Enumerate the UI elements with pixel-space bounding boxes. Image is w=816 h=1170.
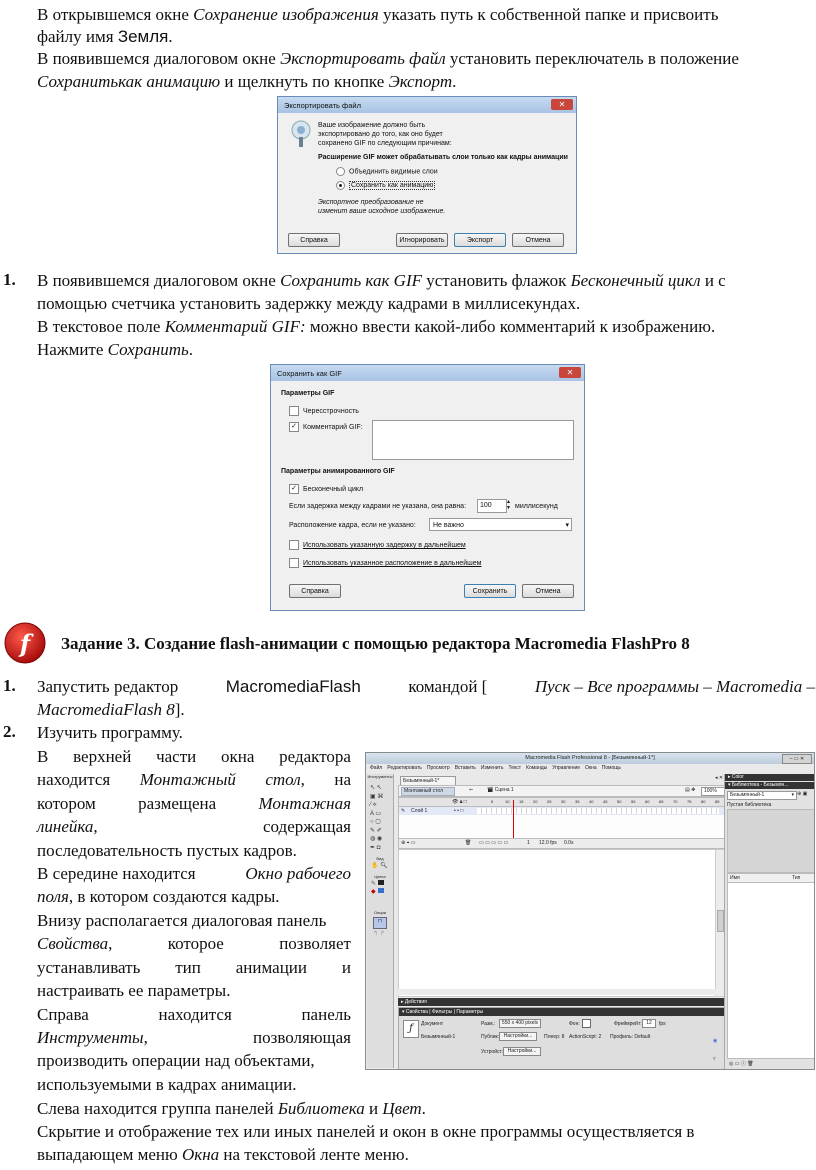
ruler-tick-label: 80 (701, 799, 706, 804)
color-panel-header[interactable]: ▸ Color (725, 774, 815, 781)
step2-para-line: устанавливать тип анимации и (37, 958, 351, 977)
ruler-tick-label: 75 (687, 799, 692, 804)
export-dialog-titlebar (278, 97, 576, 113)
fps-input[interactable]: 12 (642, 1019, 656, 1028)
step2-para-line: линейка, содержащая (37, 817, 351, 836)
step2-para-line: В верхней части окна редактора (37, 747, 351, 766)
gif-section-title: Параметры GIF (281, 390, 335, 397)
timeline-header (399, 798, 725, 807)
background-color-swatch[interactable] (582, 1019, 591, 1028)
smooth-icon[interactable]: ↰ ↱ (373, 931, 385, 937)
scene-label: 🎬︎ Сцена 1 (487, 787, 514, 793)
library-empty-label: Пустая библиотека (727, 802, 772, 808)
back-arrow-icon[interactable]: ⇐ (469, 787, 474, 793)
prop-doc-label: Документ (421, 1021, 444, 1027)
intro-line-3: В появившемся диалоговом окне Экспортировать файл установить переключатель в положение (37, 49, 739, 68)
step-number: 1. (3, 676, 16, 695)
spinner-arrows-icon[interactable]: ▲ ▼ (506, 499, 511, 511)
menu-item[interactable]: Редактировать (387, 765, 422, 771)
time-display: 0.0s (564, 840, 574, 846)
export-note: Экспортное преобразование не изменит ваше исходное изображение. (318, 199, 446, 215)
chevron-down-icon[interactable]: ▾ (565, 522, 569, 529)
intro-line-4: Сохранитькак анимацию и щелкнуть по кнопке Экспорт. (37, 72, 457, 91)
library-document-select[interactable]: Безымянный-1 ▾ (727, 791, 797, 800)
flash-titlebar (366, 753, 814, 764)
radio-icon[interactable] (336, 167, 345, 176)
ruler-tick-label: 20 (533, 799, 538, 804)
zoom-select[interactable]: 100% (701, 787, 735, 796)
properties-tabs[interactable]: ▾ Свойства | Фильтры | Параметры (399, 1008, 728, 1016)
panel-menu-icon[interactable]: ◂ ✕ (715, 775, 724, 781)
step2-para-line: производить операции над объектами, (37, 1051, 315, 1070)
prop-fps-label: Фреймрейт: (614, 1021, 642, 1027)
checkbox-checked-icon[interactable]: ✓ (289, 422, 299, 432)
library-preview (727, 809, 815, 873)
loop-checkbox[interactable]: ✓ Бесконечный цикл (289, 484, 363, 494)
prop-profile: Профиль: Default (610, 1034, 651, 1040)
step2-para-line: Свойства, которое позволяет (37, 934, 351, 953)
fps-display: 12.0 fps (539, 840, 557, 846)
checkbox-icon[interactable] (289, 558, 299, 568)
step2-para-line: последовательность пустых кадров. (37, 841, 297, 860)
menu-item[interactable]: Помощь (601, 765, 621, 771)
ruler-tick-label: 55 (631, 799, 636, 804)
add-layer-icons[interactable]: ⊕ ⌖ ▭ (401, 840, 416, 846)
timeline (398, 797, 726, 849)
tools-panel (367, 774, 394, 1068)
chevron-down-icon[interactable]: ▾ (791, 792, 794, 798)
step1-line-2: помощью счетчика установить задержку между кадрами в миллисекундах. (37, 294, 581, 313)
flash-menubar (370, 764, 621, 773)
view-icons[interactable]: ✋ 🔍︎ (371, 863, 388, 869)
library-col-type[interactable]: Тип (792, 875, 801, 881)
checkbox-checked-icon[interactable]: ✓ (289, 484, 299, 494)
menu-item[interactable]: Управление (552, 765, 581, 771)
ruler-tick-label: 70 (673, 799, 678, 804)
ruler-tick-label: 65 (659, 799, 664, 804)
step-number: 2. (3, 722, 16, 741)
flash-logo (3, 620, 47, 666)
ruler-tick-label: 45 (603, 799, 608, 804)
device-settings-button[interactable]: Настройки... (503, 1047, 541, 1056)
pencil-icon: ✎ (401, 808, 406, 814)
timeline-footer (399, 838, 725, 848)
tools-label: Инструменты (367, 774, 393, 779)
task3-step1-line-1: Запустить редактор MacromediaFlash командой [ Пуск – Все программы – Macromedia – (37, 677, 815, 696)
onion-icons[interactable]: ▭ ▭ ▭ ▭ ▭ (479, 840, 509, 846)
ruler-tick-label: 85 (715, 799, 720, 804)
step2-para-line: настраивать ее параметры. (37, 981, 231, 1000)
help-button[interactable]: Справка (289, 584, 341, 598)
library-list[interactable] (727, 882, 815, 1059)
ruler-tick-label: 30 (561, 799, 566, 804)
colors-label: Цвета (374, 874, 386, 879)
menu-item[interactable]: Файл (370, 765, 383, 771)
task3-heading: Задание 3. Создание flash-анимации с помощью редактора Macromedia FlashPro 8 (61, 634, 690, 653)
export-heading: Расширение GIF может обрабатывать слои только как кадры анимации (318, 154, 568, 161)
export-message: Ваше изображение должно быть экспортировано до того, как оно будет сохранено GIF по следующим причинам: (318, 122, 452, 147)
prop-bg-label: Фон: (569, 1021, 580, 1027)
scene-icons[interactable]: ▤ ✥ (685, 787, 696, 793)
step2-para-line: котором размещена Монтажная (37, 794, 351, 813)
gif-dialog-titlebar (271, 365, 584, 381)
ruler-tick-label: 35 (575, 799, 580, 804)
step2-para-line: Скрытие и отображение тех или иных панелей и окон в окне программы осуществляется в (37, 1122, 695, 1141)
library-bottom-icons[interactable]: ◎ ▭ ⓘ 🗑︎ (729, 1061, 754, 1067)
step2-para-line: Справа находится панель (37, 1005, 351, 1024)
options-label: Опции (373, 910, 387, 915)
task3-step1-line-2: MacromediaFlash 8]. (37, 700, 185, 719)
properties-panel (398, 1007, 726, 1070)
delay-label: Если задержка между кадрами не указана, она равна: (289, 503, 467, 510)
step2-para-line: В середине находится Окно рабочего (37, 864, 351, 883)
menu-item[interactable]: Команды (526, 765, 548, 771)
trash-icon[interactable]: 🗑︎ (465, 840, 472, 846)
save-button[interactable]: Сохранить (464, 584, 516, 598)
publish-settings-button[interactable]: Настройки... (499, 1032, 537, 1041)
delay-unit: миллисекунд (515, 503, 558, 510)
step2-para-line: Инструменты, позволяющая (37, 1028, 351, 1047)
view-label: Вид (376, 856, 384, 861)
step2-para-line: Внизу располагается диалоговая панель (37, 911, 327, 930)
color-swatches-icon[interactable]: ✎ ◆ (371, 880, 389, 898)
timeline-toggle-button[interactable]: Монтажный стол (401, 787, 455, 796)
intro-line-1: В открывшемся окне Сохранение изображения указать путь к собственной папке и присвоить (37, 5, 719, 24)
library-panel-header[interactable]: ▾ Библиотека - Безымян... (725, 782, 815, 789)
cancel-button[interactable]: Отмена (512, 233, 564, 247)
scroll-thumb[interactable] (717, 910, 724, 932)
delay-spinner[interactable]: 100 (477, 499, 507, 513)
menu-item[interactable]: Просмотр (426, 765, 450, 771)
prop-devices-label: Устройст: (481, 1049, 504, 1055)
export-button[interactable]: Экспорт (454, 233, 506, 247)
step1-line-4: Нажмите Сохранить. (37, 340, 194, 359)
radio-merge-layers[interactable]: Объединить видимые слои (336, 167, 438, 176)
help-button[interactable]: Справка (288, 233, 340, 247)
menu-item[interactable]: Изменить (480, 765, 504, 771)
step2-para-line: Слева находится группа панелей Библиотека и Цвет. (37, 1099, 426, 1118)
gif-dialog-title: Сохранить как GIF (277, 368, 342, 378)
flash-title: Macromedia Flash Professional 8 - [Безымянный-1*] (525, 755, 655, 761)
step2-para-line: используемыми в кадрах анимации. (37, 1075, 297, 1094)
ruler-tick-label: 5 (491, 799, 494, 804)
fps-unit: fps (659, 1021, 666, 1027)
flash-window (365, 752, 815, 1070)
ruler-tick-label: 15 (519, 799, 524, 804)
svg-text:f: f (19, 629, 31, 658)
use-delay-checkbox[interactable]: Использовать указанную задержку в дальнейшем (289, 540, 466, 550)
menu-item[interactable]: Текст (508, 765, 522, 771)
menu-item[interactable]: Вставить (454, 765, 476, 771)
layer-dots-icon[interactable]: • • □ (454, 808, 464, 814)
step1-line-1: В появившемся диалоговом окне Сохранить как GIF установить флажок Бесконечный цикл и с (37, 271, 726, 290)
prop-size-label: Разм.: (481, 1021, 496, 1027)
checkbox-icon[interactable] (289, 540, 299, 550)
expand-icon[interactable]: ▿ (713, 1056, 716, 1062)
pin-icons[interactable]: ⊕ ▣ (797, 791, 808, 797)
library-col-name[interactable]: Имя (730, 875, 740, 881)
document-tab[interactable]: Безымянный-1* (400, 776, 456, 785)
intro-line-2: файлу имя Земля. (37, 27, 173, 46)
actions-panel-header[interactable]: ▸ Действия (398, 998, 724, 1006)
size-button[interactable]: 550 x 400 pixels (499, 1019, 541, 1028)
anim-section-title: Параметры анимированного GIF (281, 468, 395, 475)
gif-dialog (270, 364, 585, 611)
prop-actionscript: ActionScript: 2 (569, 1034, 602, 1040)
prop-doc-name: Безымянный-1 (421, 1034, 456, 1040)
layer-name[interactable]: Слой 1 (411, 808, 428, 814)
prop-player: Плеер: 8 (544, 1034, 565, 1040)
edit-bar (398, 785, 726, 797)
step2-para-line: поля, в котором создаются кадры. (37, 887, 280, 906)
disposal-label: Расположение кадра, если не указано: (289, 522, 416, 529)
document-icon: ƒ (403, 1020, 419, 1038)
step-number: 1. (3, 270, 16, 289)
ruler-tick-label: 60 (645, 799, 650, 804)
tool-icons[interactable]: ↖ ↖ ▣ ⌘ ⁄ ⟡ A ▭ ○ ▢ ✎ ✐ ◍ ◉ ✒ ◘ (370, 785, 384, 851)
gimp-icon (288, 119, 314, 149)
interlace-checkbox[interactable]: Чересстрочность (289, 406, 359, 416)
menu-item[interactable]: Окна (585, 765, 597, 771)
horizontal-scrollbar[interactable] (398, 989, 716, 995)
step2-line-1: Изучить программу. (37, 723, 183, 742)
comment-checkbox[interactable]: ✓ Комментарий GIF: (289, 422, 363, 432)
comment-textarea[interactable] (372, 420, 574, 460)
prop-publish-label: Публик: (481, 1034, 500, 1040)
frame-counter: 1 (527, 840, 530, 846)
use-disposal-checkbox[interactable]: Использовать указанное расположение в дальнейшем (289, 558, 481, 568)
ruler-tick-label: 25 (547, 799, 552, 804)
radio-selected-icon[interactable] (336, 181, 345, 190)
checkbox-icon[interactable] (289, 406, 299, 416)
layer-visibility-icons[interactable]: 👁︎ 🔒︎ □ (452, 799, 467, 805)
step2-para-line: выпадающем меню Окна на текстовой ленте меню. (37, 1145, 409, 1164)
export-dialog-title: Экспортировать файл (284, 100, 361, 110)
export-dialog (277, 96, 577, 254)
radio-save-as-animation[interactable]: Сохранить как анимацию (336, 181, 435, 190)
ignore-button[interactable]: Игнорировать (396, 233, 448, 247)
step1-line-3: В текстовое поле Комментарий GIF: можно ввести какой-либо комментарий к изображению. (37, 317, 716, 336)
close-icon[interactable]: ✕ (559, 367, 581, 378)
ruler-tick-label: 50 (617, 799, 622, 804)
cancel-button[interactable]: Отмена (522, 584, 574, 598)
stage-area[interactable] (398, 849, 716, 997)
close-icon[interactable]: ✕ (551, 99, 573, 110)
flash-logo-icon (3, 620, 47, 666)
snap-icon[interactable]: ⊓ (373, 917, 387, 929)
layer-row[interactable] (399, 807, 725, 815)
help-icon[interactable]: ◉ (713, 1038, 718, 1044)
window-controls-icon[interactable]: – ▭ ✕ (782, 754, 812, 764)
step2-para-line: находится Монтажный стол, на (37, 770, 351, 789)
right-panels (724, 774, 815, 1070)
disposal-select[interactable]: Не важно ▾ (429, 518, 572, 531)
ruler-tick-label: 40 (589, 799, 594, 804)
ruler-tick-label: 10 (505, 799, 510, 804)
